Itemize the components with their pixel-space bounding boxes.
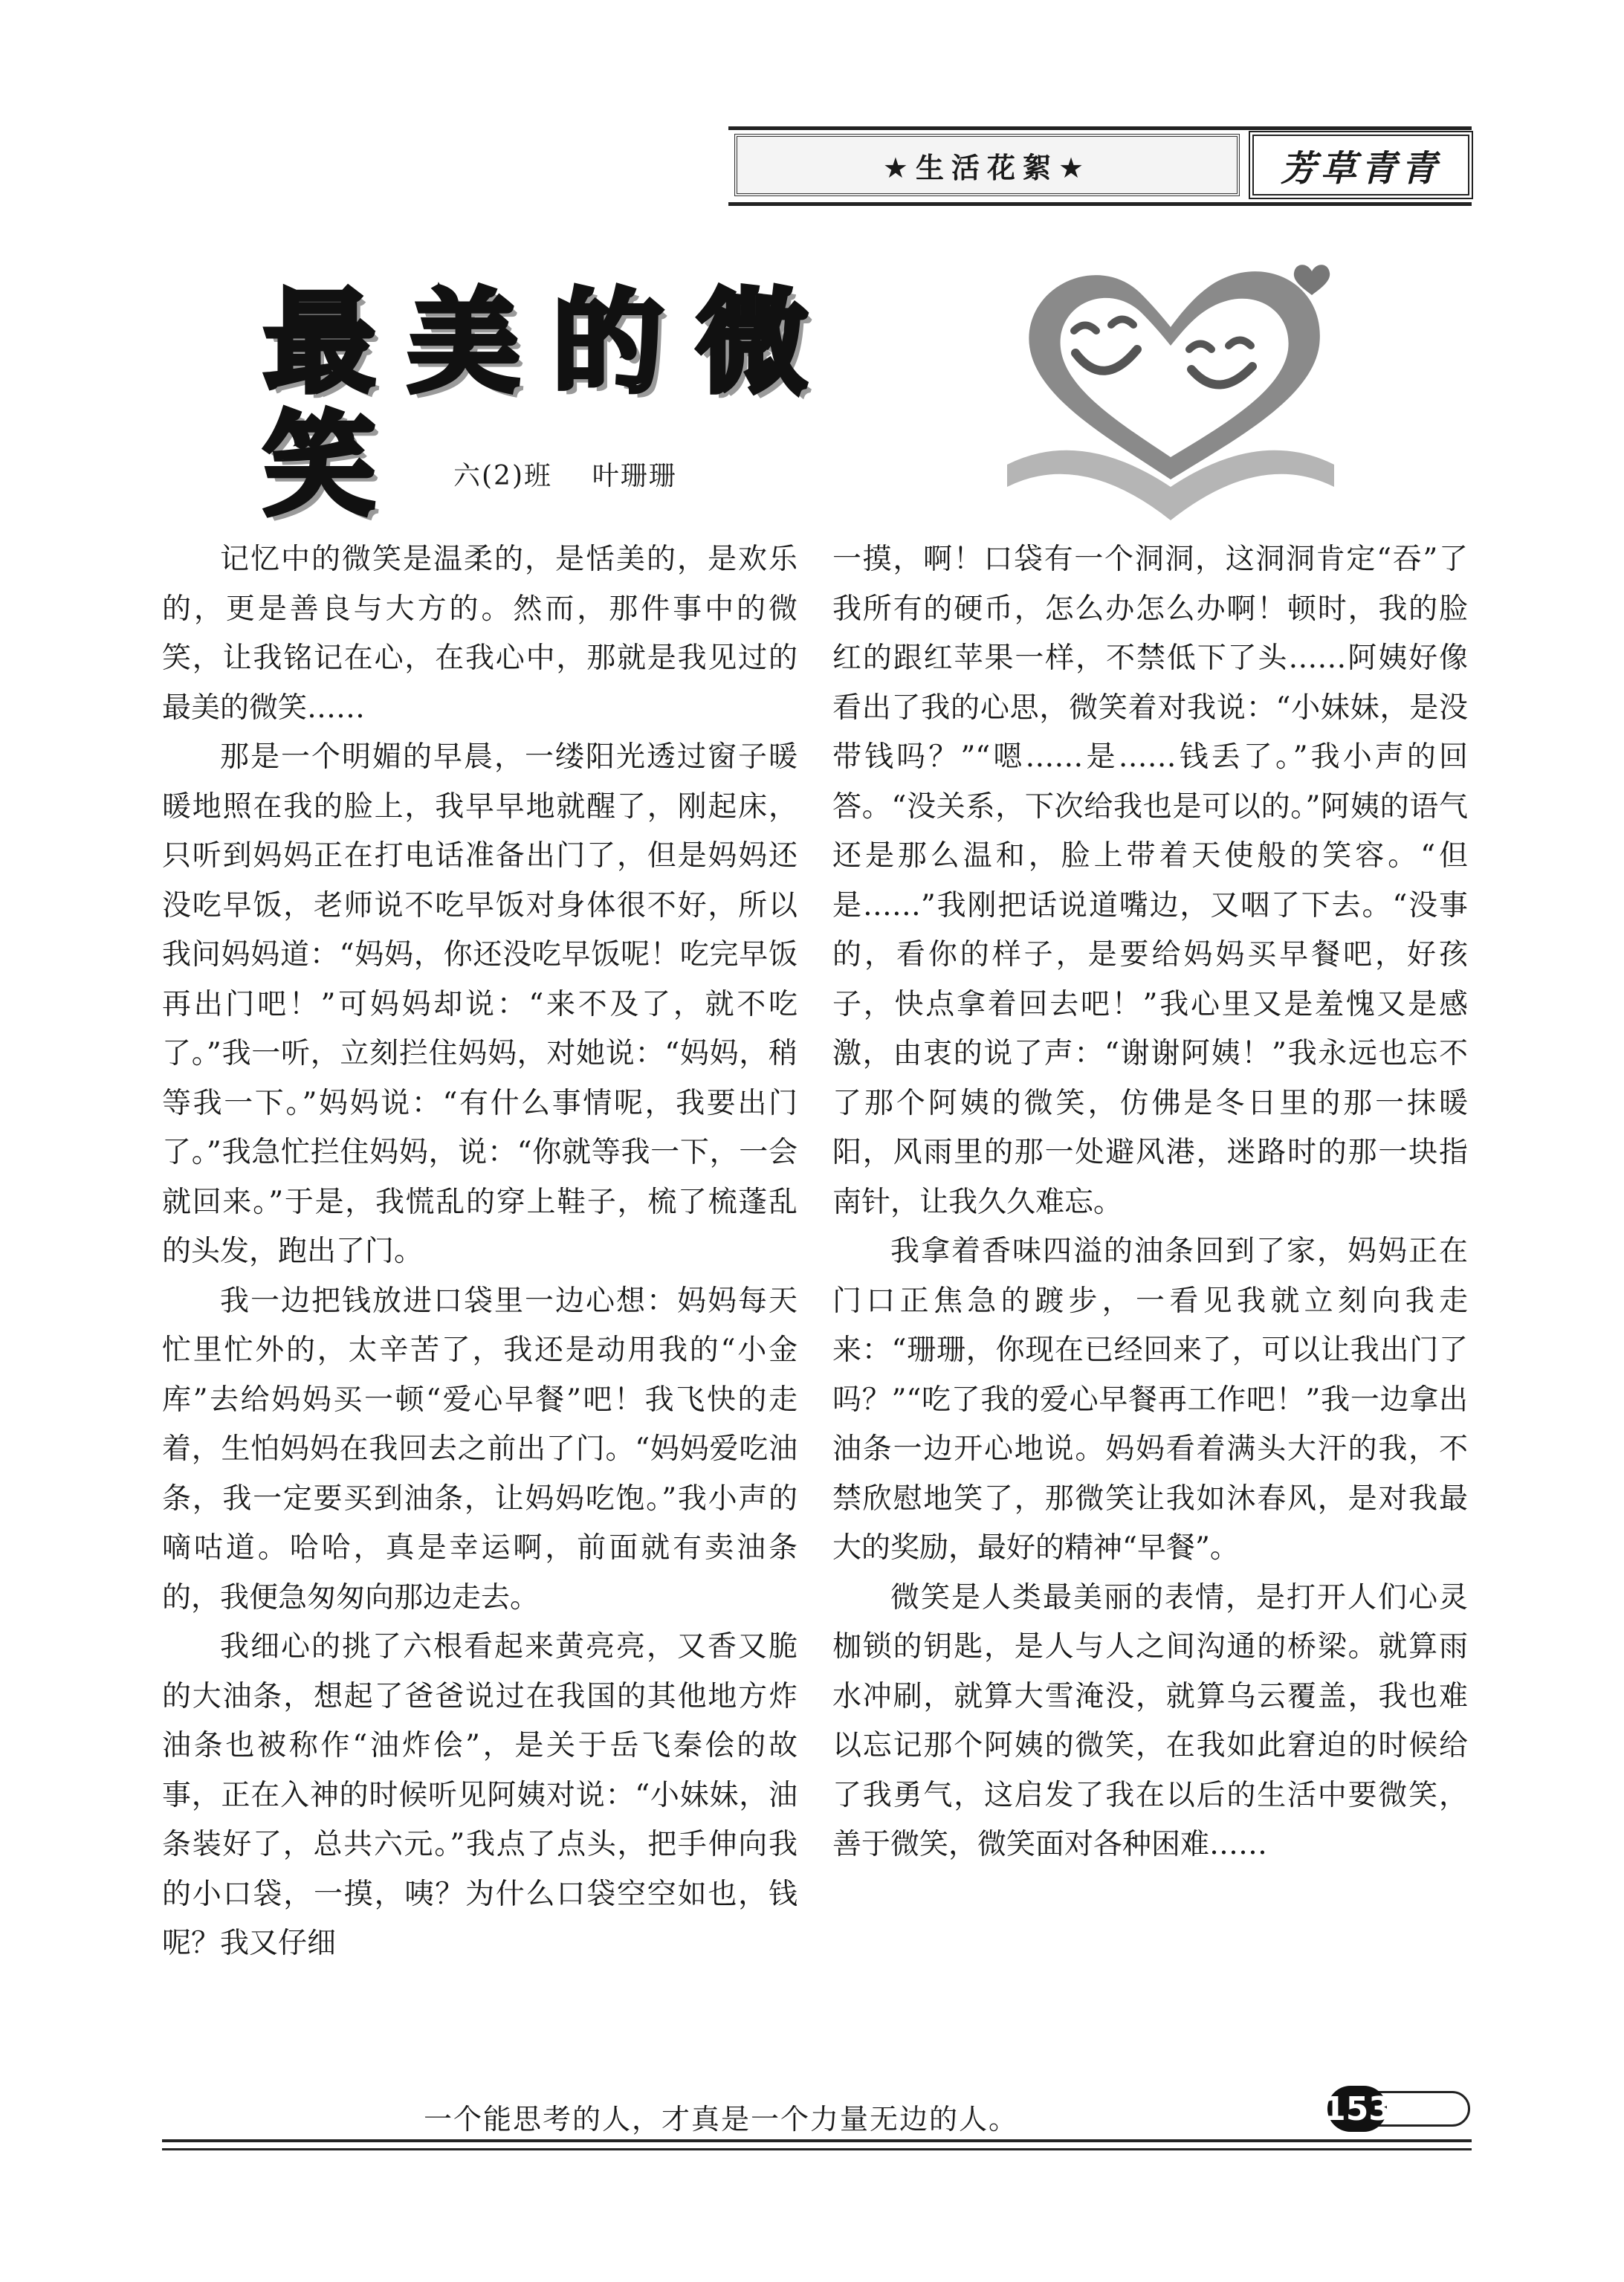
right-text-column [832,535,1468,2078]
paragraph: 我细心的挑了六根看起来黄亮亮，又香又脆的大油条，想起了爸爸说过在我国的其他地方炸油条也被称作“油炸侩”，是关于岳飞秦侩的故事，正在入神的时候听见阿姨对说：“小妹妹，油条装好了，总共六元。”我点了点头，把手伸向我的小口袋，一摸，咦？为什么口袋空空如也，钱呢？我又仔细 [162,1630,798,1960]
column-label: 芳草青青 [1249,131,1473,199]
header-rule-top [728,126,1472,130]
paragraph-continued: 一摸，啊！口袋有一个洞洞，这洞洞肯定“吞”了我所有的硬币，怎么办怎么办啊！顿时，我的脸红的跟红苹果一样，不禁低下了头……阿姨好像看出了我的心思，微笑着对我说：“小妹妹，是没带钱吗？”“嗯……是……钱丢了。”我小声的回答。“没关系，下次给我也是可以的。”阿姨的语气还是那么温和，脸上带着天使般的笑容。“但是……”我刚把话说道嘴边，又咽了下去。“没事的，看你的样子，是要给妈妈买早餐吧，好孩子，快点拿着回去吧！”我心里又是羞愧又是感激，由衷的说了声：“谢谢阿姨！”我永远也忘不了那个阿姨的微笑，仿佛是冬日里的那一抹暖阳，风雨里的那一处避风港，迷路时的那一块指南针，让我久久难忘。 [832,543,1468,1219]
header-rule-bottom [728,202,1472,206]
article-title: 最美的微笑 [264,279,841,531]
paragraph: 微笑是人类最美丽的表情，是打开人们心灵枷锁的钥匙，是人与人之间沟通的桥梁。就算雨水冲刷，就算大雪淹没，就算乌云覆盖，我也难以忘记那个阿姨的微笑，在我如此窘迫的时候给了我勇气，这启发了我在以后的生活中要微笑，善于微笑，微笑面对各种困难…… [832,1580,1468,1861]
smiling-heart-icon [992,242,1349,539]
left-text-column [162,535,798,2078]
paragraph: 记忆中的微笑是温柔的，是恬美的，是欢乐的，更是善良与大方的。然而，那件事中的微笑，让我铭记在心，在我心中，那就是我见过的最美的微笑…… [162,543,798,725]
page-number: 153 [1327,2086,1387,2132]
footer-rule [162,2148,1472,2150]
footer-rule [162,2139,1472,2142]
section-label: ★生活花絮★ [734,134,1240,196]
paragraph: 我一边把钱放进口袋里一边心想：妈妈每天忙里忙外的，太辛苦了，我还是动用我的“小金库”去给妈妈买一顿“爱心早餐”吧！我飞快的走着，生怕妈妈在我回去之前出了门。“妈妈爱吃油条，我一定要买到油条，让妈妈吃饱。”我小声的嘀咕道。哈哈，真是幸运啊，前面就有卖油条的，我便急匆匆向那边走去。 [162,1284,798,1614]
paragraph: 那是一个明媚的早晨，一缕阳光透过窗子暖暖地照在我的脸上，我早早地就醒了，刚起床，只听到妈妈正在打电话准备出门了，但是妈妈还没吃早饭，老师说不吃早饭对身体很不好，所以我问妈妈道：“妈妈，你还没吃早饭呢！吃完早饭再出门吧！”可妈妈却说：“来不及了，就不吃了。”我一听，立刻拦住妈妈，对她说：“妈妈，稍等我一下。”妈妈说：“有什么事情呢，我要出门了。”我急忙拦住妈妈，说：“你就等我一下，一会就回来。”于是，我慌乱的穿上鞋子，梳了梳蓬乱的头发，跑出了门。 [162,740,798,1268]
paragraph: 我拿着香味四溢的油条回到了家，妈妈正在门口正焦急的踱步，一看见我就立刻向我走来：“珊珊，你现在已经回来了，可以让我出门了吗？”“吃了我的爱心早餐再工作吧！”我一边拿出油条一边开心地说。妈妈看着满头大汗的我，不禁欣慰地笑了，那微笑让我如沐春风，是对我最大的奖励，最好的精神“早餐”。 [832,1235,1468,1565]
footer-quote: 一个能思考的人，才真是一个力量无边的人。 [423,2103,1018,2136]
byline: 六(2)班 叶珊珊 [453,461,677,491]
